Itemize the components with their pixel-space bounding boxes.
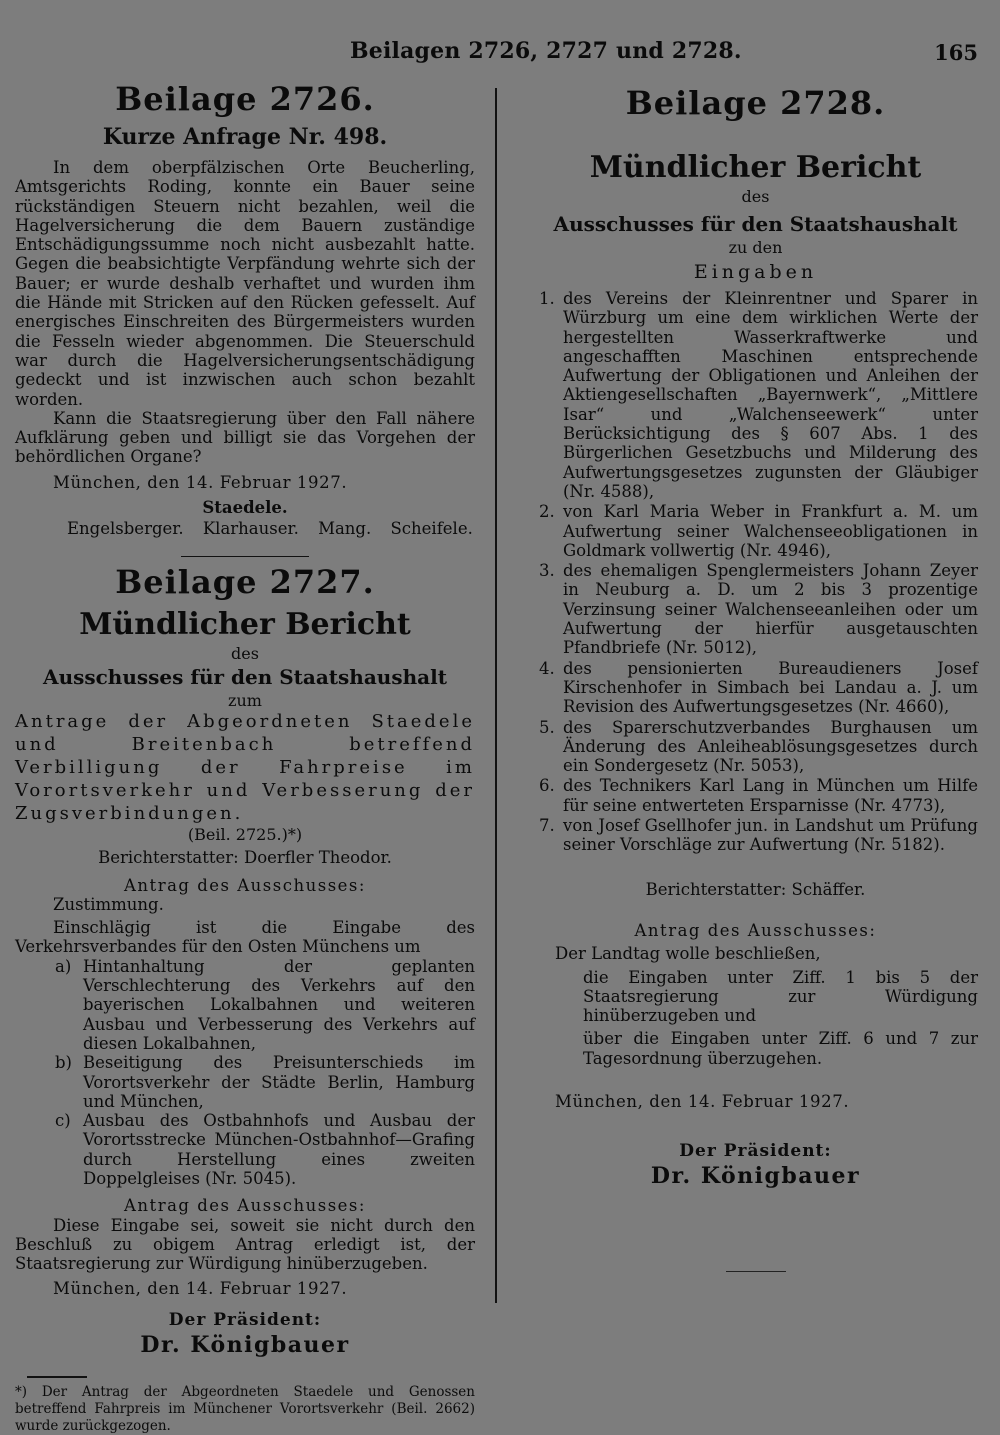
co-signers: Engelsberger. Klarhauser. Mang. Scheifele. — [67, 518, 473, 538]
list-item: b) Beseitigung des Preisunterschieds im Vorortsverkehr der Städte Berlin, Hamburg und München, — [55, 1053, 475, 1111]
committee-name-2728: Ausschusses für den Staatshaushalt — [553, 212, 958, 236]
footnote-rule — [27, 1376, 87, 1378]
section-separator — [181, 556, 309, 558]
beilage-2727-title: Beilage 2727. — [115, 563, 375, 602]
motion-reference: (Beil. 2725.)*) — [187, 825, 303, 845]
beilage-2728 — [533, 84, 978, 1272]
report-title: Mündlicher Bericht — [79, 607, 411, 643]
relevant-petition: Einschlägig ist die Eingabe des Verkehrsverbandes für den Osten Münchens um — [15, 918, 475, 957]
rapporteur: Berichterstatter: Doerfler Theodor. — [98, 848, 392, 868]
zu-den-label: zu den — [728, 238, 783, 257]
right-column — [533, 78, 978, 1272]
des-label-2728: des — [741, 187, 770, 206]
resolution-1: die Eingaben unter Ziff. 1 bis 5 der Staatsregierung zur Würdigung hinüberzugeben und — [583, 967, 978, 1026]
list-item: 2. von Karl Maria Weber in Frankfurt a. M. um Aufwertung seiner Walchenseeobligationen in Goldmark vollwertig (Nr. 4946), — [539, 502, 978, 560]
president-title-2728: Der Präsident: — [679, 1140, 832, 1161]
beilage-2726 — [15, 80, 475, 538]
president-title: Der Präsident: — [168, 1310, 322, 1331]
signer-head: Staedele. — [202, 497, 288, 517]
closing-rule — [726, 1271, 786, 1273]
list-item: c) Ausbau des Ostbahnhofs und Ausbau der Vorortsstrecke München-Ostbahnhof—Grafing durch Herstellung eines zweiten Doppelgleises (Nr. 5045). — [55, 1111, 475, 1188]
inquiry-title: Kurze Anfrage Nr. 498. — [102, 124, 388, 150]
report-title-2728: Mündlicher Bericht — [589, 150, 922, 185]
list-item: 3. des ehemaligen Spenglermeisters Johann Zeyer in Neuburg a. D. um 2 bis 3 prozentige Verzinsung seiner Walchenseeanleihen oder um Aufwertung der hierfür ausgetauschten Pfandbriefe (Nr. 5012), — [539, 561, 978, 658]
list-item: 5. des Sparerschutzverbandes Burghausen um Änderung des Anleiheablösungsgesetzes durch ein Sondergesetz (Nr. 5053), — [539, 717, 978, 776]
list-item: 6. des Technikers Karl Lang in München um Hilfe für seine entwerteten Ersparnisse (Nr. 4773), — [539, 776, 978, 815]
left-column — [15, 78, 475, 1435]
committee-motion-text: Zustimmung. — [53, 894, 164, 914]
committee-motion-heading-2728: Antrag des Ausschusses: — [634, 920, 877, 940]
zum-label: zum — [228, 691, 262, 711]
beilage-2726-title: Beilage 2726. — [115, 80, 375, 118]
page-number: 165 — [934, 40, 978, 65]
beilage-2728-title: Beilage 2728. — [625, 84, 886, 122]
motion-text: Antrage der Abgeordneten Staedele und Breitenbach betreffend Verbilligung der Fahrpreise im Vorortsverkehr und Verbesserung der Zugsverbindungen. — [15, 711, 475, 825]
report-date-2728: München, den 14. Februar 1927. — [555, 1091, 850, 1111]
beilage-2727 — [15, 563, 475, 1435]
des-label: des — [231, 644, 259, 664]
list-item: 7. von Josef Gsellhofer jun. in Landshut um Prüfung seiner Vorschläge zur Aufwertung (Nr. 5182). — [539, 816, 978, 855]
landtag-resolution-intro: Der Landtag wolle beschließen, — [555, 944, 821, 964]
list-item: 1. des Vereins der Kleinrentner und Sparer in Würzburg um eine dem wirklichen Werte der hergestellten Wasserkraftwerke und angeschafften Maschinen entsprechende Aufwertung der Obligationen und Anleihen der Aktiengesellschaften „Bayernwerk“, „Mittlere Isar“ und „Walchenseewerk“ unter Berücksichtigung des § 607 Abs. 1 des Bürgerlichen Gesetzbuchs und Milderung des Aufwertungsgesetzes zugunsten der Gläubiger (Nr. 4588), — [539, 289, 978, 501]
list-item: 4. des pensionierten Bureaudieners Josef Kirschenhofer in Simbach bei Landau a. J. um Revision des Aufwertungsgesetzes (Nr. 4660), — [539, 658, 978, 717]
report-date: München, den 14. Februar 1927. — [53, 1279, 348, 1299]
committee-motion-heading-2: Antrag des Ausschusses: — [124, 1196, 366, 1216]
committee-motion-heading: Antrag des Ausschusses: — [124, 875, 366, 895]
running-title: Beilagen 2726, 2727 und 2728. — [350, 38, 742, 64]
page-header — [0, 38, 1000, 68]
president-name: Dr. Königbauer — [140, 1332, 350, 1359]
list-item: a) Hintanhaltung der geplanten Verschlechterung des Verkehrs auf den bayerischen Lokalbahnen und weiteren Ausbau und Verbesserung des Verkehrs auf diesen Lokalbahnen, — [55, 956, 475, 1053]
eingaben-heading: Eingaben — [693, 261, 818, 283]
footnote: *) Der Antrag der Abgeordneten Staedele und Genossen betreffend Fahrpreis im Münchener Vorortsverkehr (Beil. 2662) wurde zurückgezogen. — [15, 1383, 475, 1434]
rapporteur-2728: Berichterstatter: Schäffer. — [645, 879, 866, 899]
committee-motion-text-2: Diese Eingabe sei, soweit sie nicht durch den Beschluß zu obigem Antrag erledigt ist, der Staatsregierung zur Würdigung hinüberzugeben. — [15, 1215, 475, 1274]
inquiry-paragraph-1: In dem oberpfälzischen Orte Beucherling, Amtsgerichts Roding, konnte ein Bauer seine rückständigen Steuern nicht bezahlen, weil die Hagelversicherung die dem Bauern zuständige Entschädigungssumme noch nicht ausbezahlt hatte. Gegen die beabsichtigte Verpfändung wehrte sich der Bauer; er wurde deshalb verhaftet und wurden ihm die Hände mit Stricken auf den Rücken gefesselt. Auf energisches Einschreiten des Bürgermeisters wurden die Fesseln wieder abgenommen. Die Steuerschuld war durch die Hagelversicherungsentschädigung gedeckt und ist inzwischen auch schon bezahlt worden. — [15, 158, 475, 409]
inquiry-date: München, den 14. Februar 1927. — [53, 472, 348, 492]
resolution-2: über die Eingaben unter Ziff. 6 und 7 zur Tagesordnung überzugehen. — [583, 1029, 978, 1068]
committee-name: Ausschusses für den Staatshaushalt — [43, 665, 447, 690]
inquiry-paragraph-2: Kann die Staatsregierung über den Fall nähere Aufklärung geben und billigt sie das Vorgehen der behördlichen Organe? — [15, 408, 475, 467]
petition-points — [15, 957, 475, 1189]
column-divider — [495, 88, 497, 1303]
president-name-2728: Dr. Königbauer — [650, 1162, 861, 1189]
petitions-list — [533, 289, 978, 855]
